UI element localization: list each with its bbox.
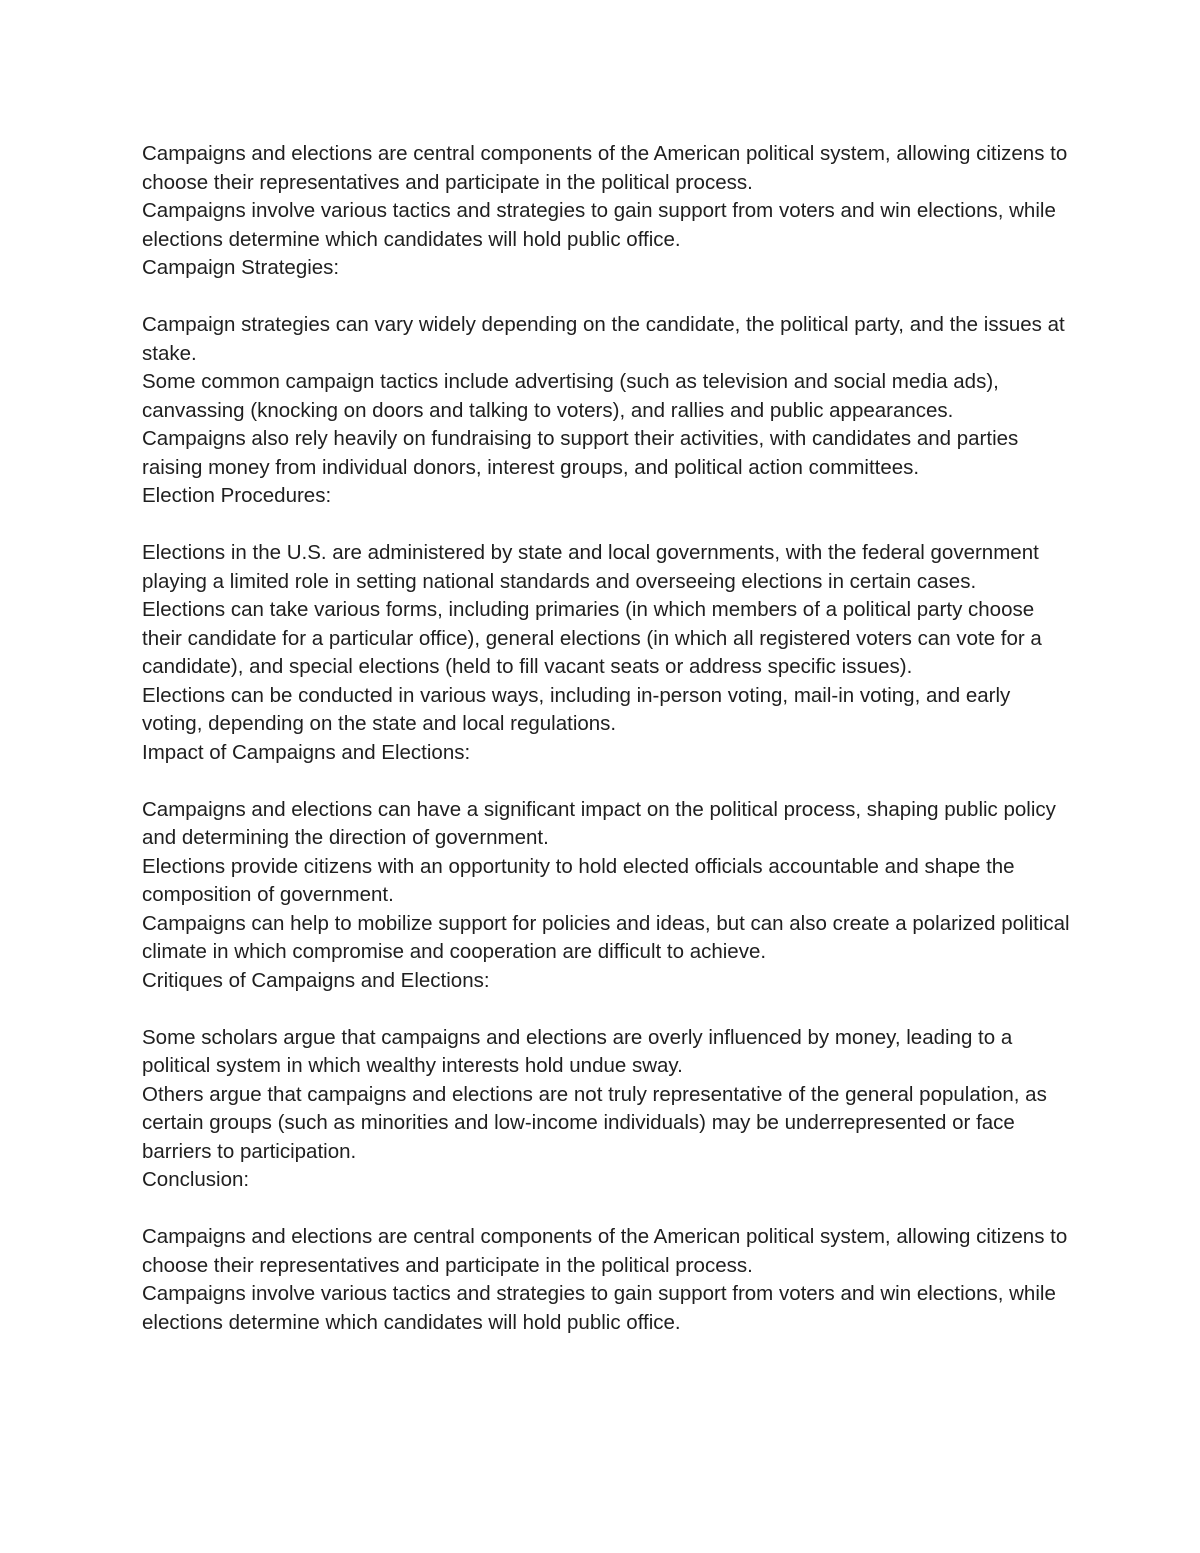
section-heading-critiques: Critiques of Campaigns and Elections: bbox=[142, 968, 490, 992]
blank-line bbox=[142, 995, 1072, 1024]
document-body bbox=[142, 140, 1072, 1337]
blank-line bbox=[142, 1195, 1072, 1224]
strategies-paragraph-2: Some common campaign tactics include advertising (such as television and social media ads), canvassing (knocking on doors and talking to voters), and rallies and public appearances. bbox=[142, 370, 999, 422]
critiques-paragraph-2: Others argue that campaigns and elections are not truly representative of the general population, as certain groups (such as minorities and low-income individuals) may be underrepresented or face barriers to participation. bbox=[142, 1082, 1047, 1163]
impact-paragraph-1: Campaigns and elections can have a significant impact on the political process, shaping public policy and determining the direction of government. bbox=[142, 797, 1056, 849]
procedures-paragraph-1: Elections in the U.S. are administered by state and local governments, with the federal government playing a limited role in setting national standards and overseeing elections in certain cases. bbox=[142, 541, 1039, 593]
procedures-paragraph-2: Elections can take various forms, including primaries (in which members of a political party choose their candidate for a particular office), general elections (in which all registered voters can vote for a candidate), and special elections (held to fill vacant seats or address specific issues). bbox=[142, 598, 1042, 678]
section-heading-strategies: Campaign Strategies: bbox=[142, 256, 340, 279]
section-heading-procedures: Election Procedures: bbox=[142, 484, 332, 507]
impact-paragraph-2: Elections provide citizens with an opportunity to hold elected officials accountable and shape the composition of government. bbox=[142, 854, 1015, 906]
intro-paragraph-2: Campaigns involve various tactics and strategies to gain support from voters and win elections, while elections determine which candidates will hold public office. bbox=[142, 199, 1056, 251]
critiques-paragraph-1: Some scholars argue that campaigns and elections are overly influenced by money, leading to a political system in which wealthy interests hold undue sway. bbox=[142, 1025, 1013, 1077]
blank-line bbox=[142, 511, 1072, 540]
procedures-paragraph-3: Elections can be conducted in various ways, including in-person voting, mail-in voting, and early voting, depending on the state and local regulations. bbox=[142, 683, 1011, 735]
strategies-paragraph-1: Campaign strategies can vary widely depending on the candidate, the political party, and the issues at stake. bbox=[142, 313, 1065, 365]
conclusion-paragraph-1: Campaigns and elections are central components of the American political system, allowing citizens to choose their representatives and participate in the political process. bbox=[142, 1225, 1068, 1277]
section-heading-conclusion: Conclusion: bbox=[142, 1168, 250, 1191]
impact-paragraph-3: Campaigns can help to mobilize support for policies and ideas, but can also create a polarized political climate in which compromise and cooperation are difficult to achieve. bbox=[142, 911, 1070, 963]
blank-line bbox=[142, 767, 1072, 796]
blank-line bbox=[142, 283, 1072, 312]
conclusion-paragraph-2: Campaigns involve various tactics and strategies to gain support from voters and win elections, while elections determine which candidates will hold public office. bbox=[142, 1282, 1056, 1334]
intro-paragraph-1: Campaigns and elections are central components of the American political system, allowing citizens to choose their representatives and participate in the political process. bbox=[142, 142, 1068, 194]
section-heading-impact: Impact of Campaigns and Elections: bbox=[142, 740, 471, 764]
strategies-paragraph-3: Campaigns also rely heavily on fundraising to support their activities, with candidates and parties raising money from individual donors, interest groups, and political action committees. bbox=[142, 427, 1019, 479]
